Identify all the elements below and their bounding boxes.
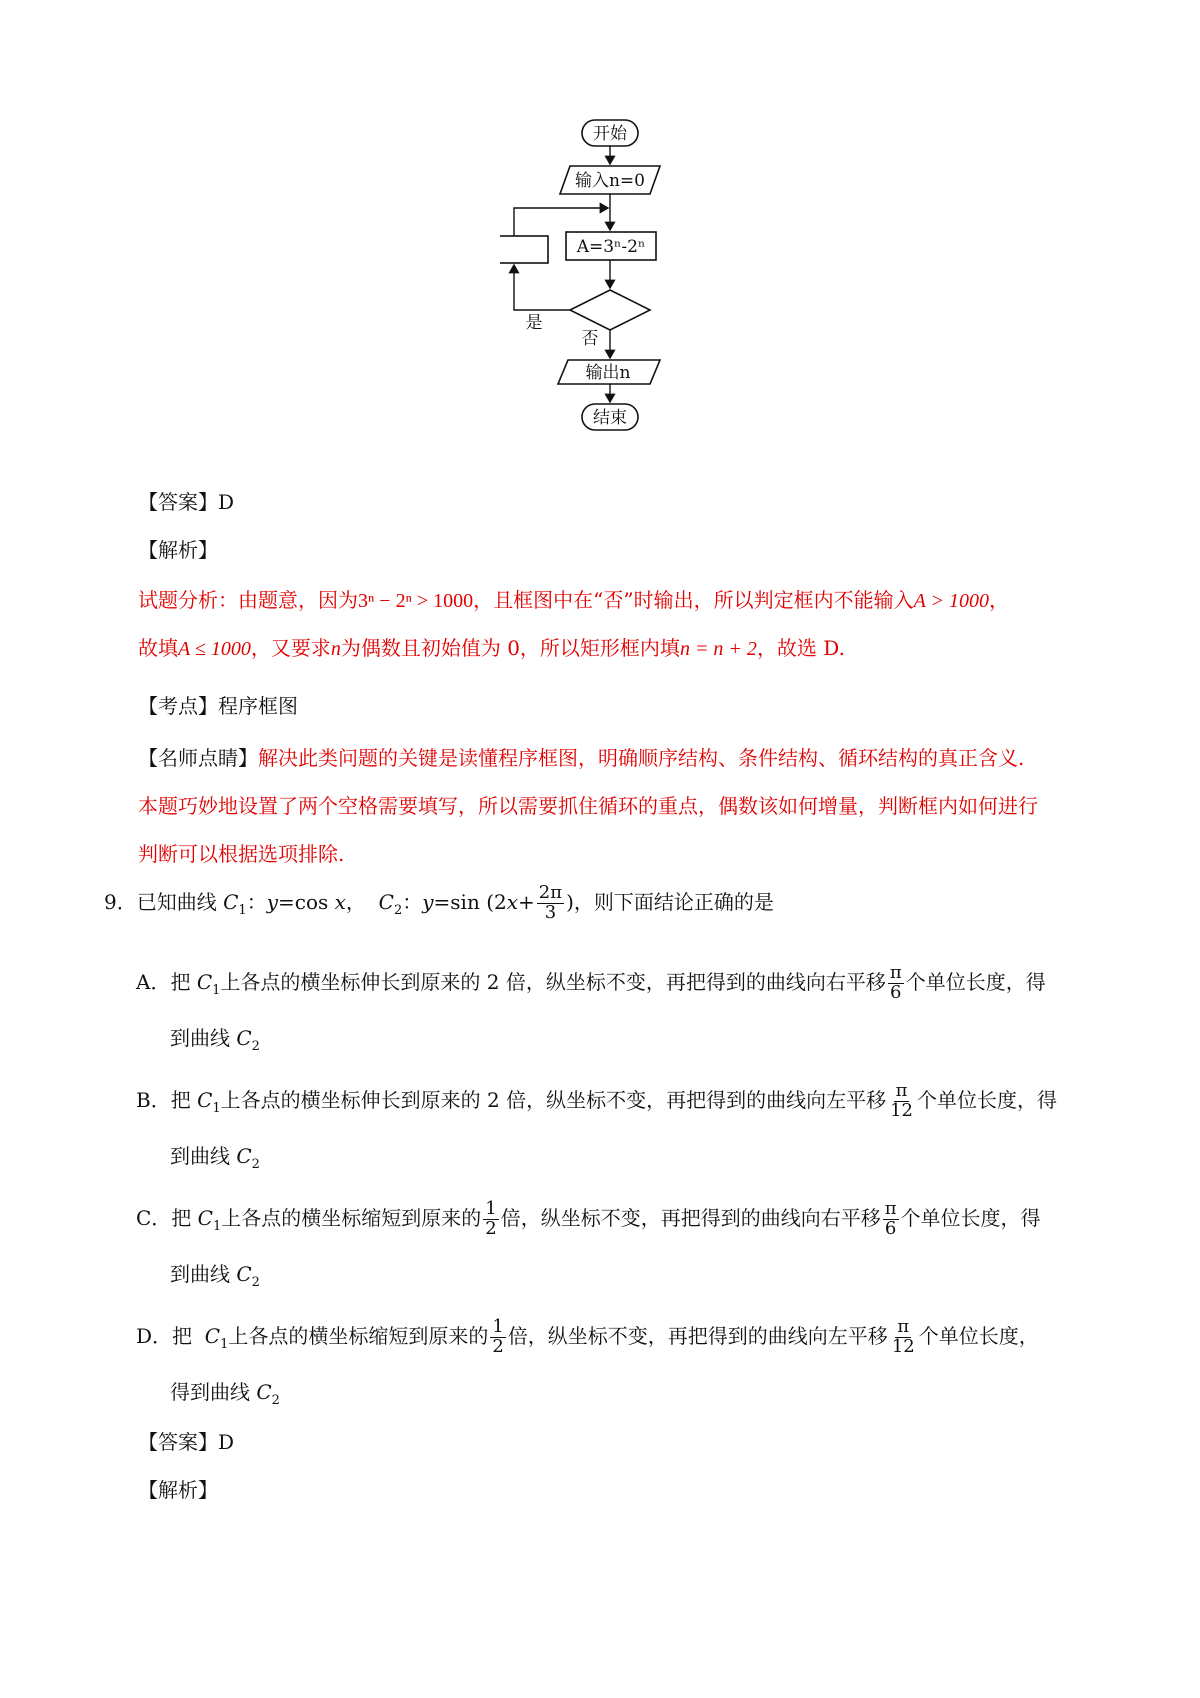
option-d-cont: 得到曲线 $C_2$ [170, 1380, 280, 1408]
input-label: 输入n=0 [574, 171, 646, 191]
flowchart [500, 118, 740, 468]
q8-mingshi-line1: 【名师点睛】解决此类问题的关键是读懂程序框图，明确顺序结构、条件结构、循环结构的真正含义. [138, 746, 1025, 770]
q9-answer-value: D [218, 1430, 235, 1454]
option-d: D．把 $C_1$上各点的横坐标缩短到原来的 $\frac{1}{2}$ 倍，纵坐标不变，再把得到的曲线向左平移 $\frac{\pi}{12}$ 个单位长度， [136, 1316, 1039, 1357]
q8-analysis-label: 【解析】 [138, 538, 218, 562]
decision-diamond [570, 290, 650, 330]
q8-mingshi-line3: 判断可以根据选项排除. [138, 842, 345, 866]
empty-rectangle [500, 236, 548, 263]
option-b: B．把 $C_1$上各点的横坐标伸长到原来的 2 倍，纵坐标不变，再把得到的曲线向左平移 $\frac{\pi}{12}$ 个单位长度，得 [136, 1080, 1058, 1121]
no-label: 否 [581, 329, 599, 349]
q9-analysis-label: 【解析】 [138, 1478, 218, 1502]
q9-stem: 9．已知曲线 $C_1$：y=cos x， $C_2$：y=sin (2x+ $\frac{2\pi}{3}$ )，则下面结论正确的是 [104, 882, 774, 923]
q9-answer: 【答案】D [138, 1430, 235, 1454]
option-c: C．把 $C_1$上各点的横坐标缩短到原来的 $\frac{1}{2}$ 倍，纵坐标不变，再把得到的曲线向右平移 $\frac{\pi}{6}$ 个单位长度，得 [136, 1198, 1041, 1239]
start-label: 开始 [593, 124, 627, 144]
option-b-cont: 到曲线 $C_2$ [170, 1144, 260, 1172]
yes-label: 是 [525, 313, 543, 333]
q8-kaodian: 【考点】程序框图 [138, 694, 298, 718]
process-label: A=3ⁿ-2ⁿ [576, 237, 646, 257]
q8-analysis-line2: 故填A ≤ 1000，又要求n为偶数且初始值为 0，所以矩形框内填n = n + 2，故选 D. [138, 636, 845, 660]
q8-answer: 【答案】D [138, 490, 235, 514]
q8-mingshi-line2: 本题巧妙地设置了两个空格需要填写，所以需要抓住循环的重点，偶数该如何增量，判断框内如何进行 [138, 794, 1038, 818]
end-label: 结束 [593, 408, 627, 428]
q8-answer-value: D [218, 490, 235, 514]
option-a: A．把 $C_1$上各点的横坐标伸长到原来的 2 倍，纵坐标不变，再把得到的曲线向右平移 $\frac{\pi}{6}$ 个单位长度，得 [136, 962, 1046, 1003]
option-a-cont: 到曲线 $C_2$ [170, 1026, 260, 1054]
output-label: 输出n [585, 363, 631, 383]
q8-analysis-line1: 试题分析：由题意，因为3ⁿ − 2ⁿ > 1000，且框图中在“否”时输出，所以判定框内不能输入A > 1000， [138, 588, 1009, 612]
option-c-cont: 到曲线 $C_2$ [170, 1262, 260, 1290]
